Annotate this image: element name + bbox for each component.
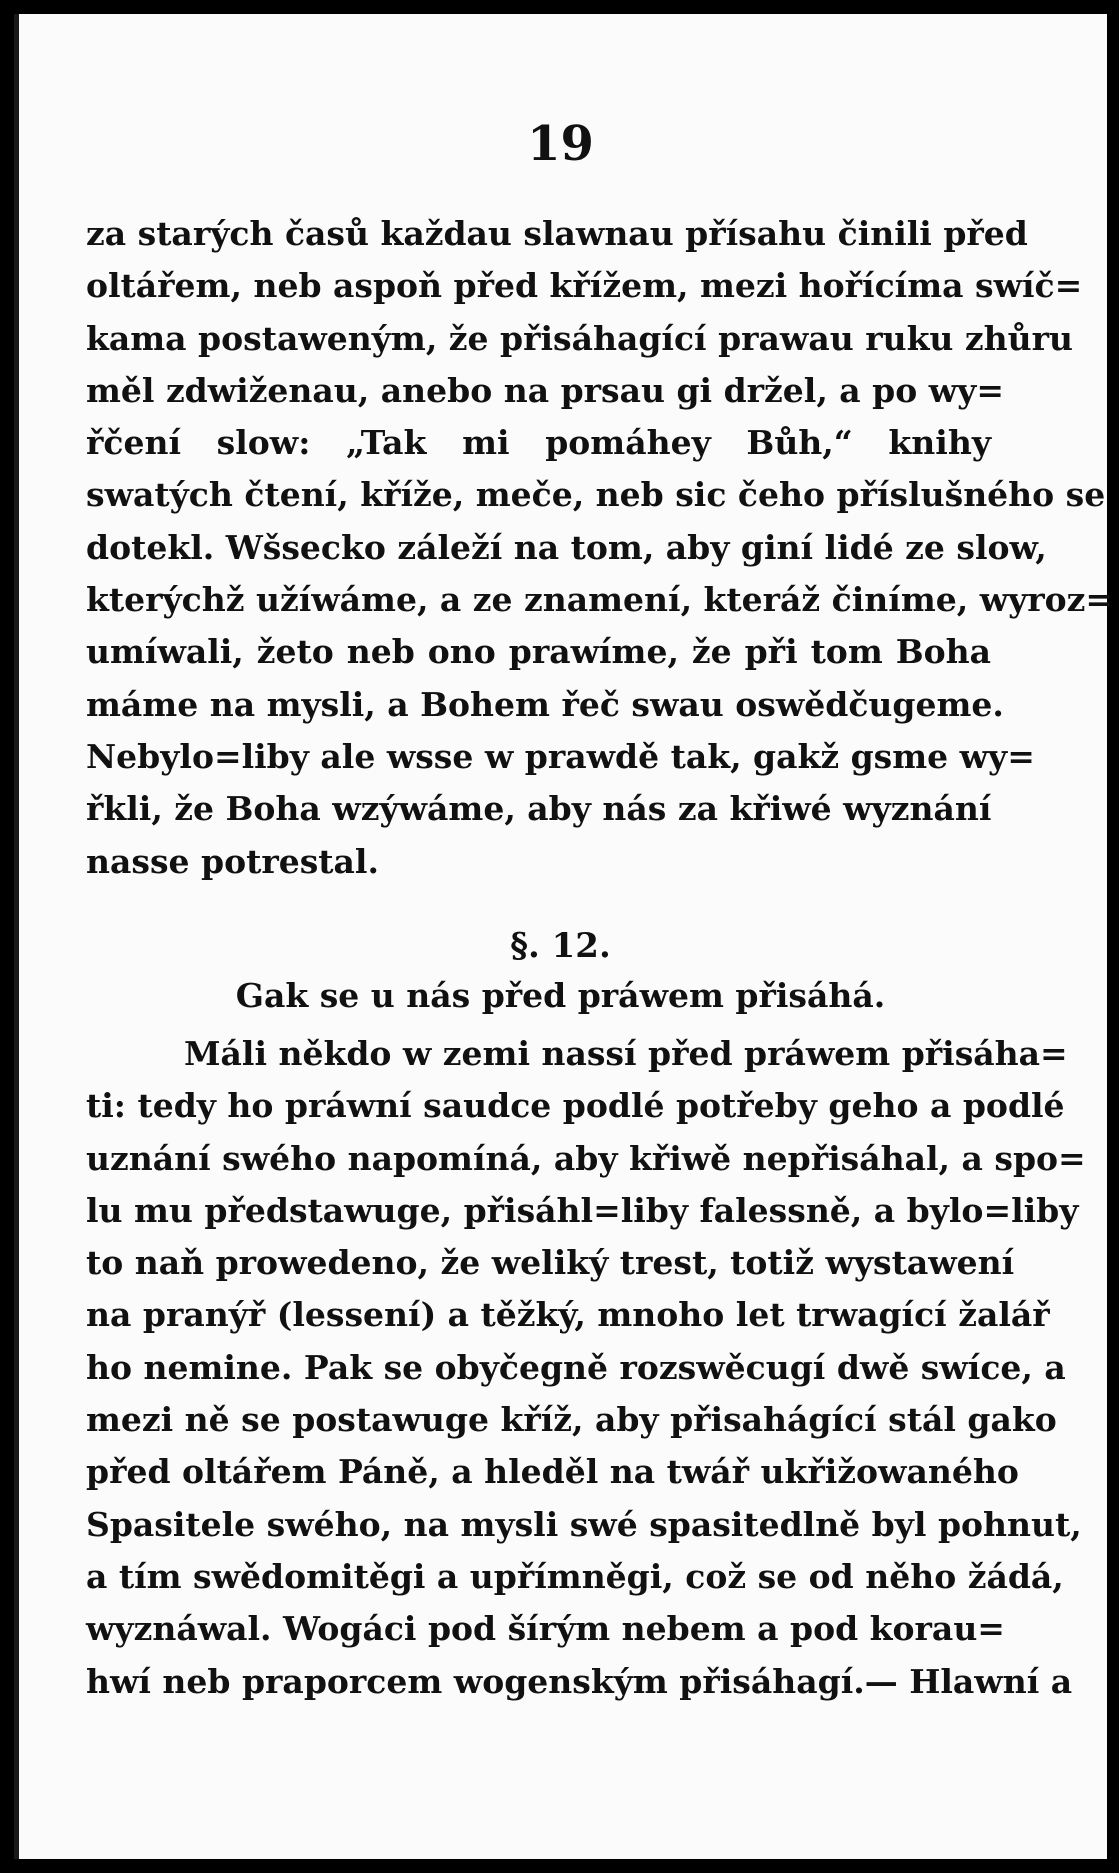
text-line: kterýchž užíwáme, a ze znamení, kteráž činíme, wyroz=	[86, 580, 1114, 620]
text-line: lu mu předstawuge, přisáhl=liby falessně, a bylo=liby	[86, 1190, 1079, 1230]
text-line: měl zdwiženau, anebo na prsau gi držel, a po wy=	[86, 370, 1004, 410]
text-line: oltářem, neb aspoň před křížem, mezi hořícíma swíč=	[86, 266, 1083, 306]
text-line: za starých časů každau slawnau přísahu činili před	[86, 214, 1028, 253]
text-line: Nebylo=liby ale wsse w prawdě tak, gakž gsme wy=	[86, 736, 1035, 776]
text-line: řčení slow: „Tak mi pomáhey Bůh,“ knihy	[86, 423, 991, 463]
text-line: ti: tedy ho práwní saudce podlé potřeby geho a podlé	[86, 1086, 1065, 1126]
paragraph-continued	[86, 208, 1114, 888]
section-title: Gak se u nás před práwem přisáhá.	[235, 976, 886, 1015]
text-line: kama postaweným, že přisáhagící prawau ruku zhůru	[86, 318, 1074, 358]
text-line: ho nemine. Pak se obyčegně rozswěcugí dwě swíce, a	[86, 1347, 1066, 1387]
text-line: hwí neb praporcem wogenským přisáhagí.— Hlawní a	[86, 1661, 1073, 1701]
book-page	[14, 14, 1114, 1859]
page-number: 19	[527, 116, 594, 172]
text-line: wyznáwal. Wogáci pod šírým nebem a pod korau=	[86, 1609, 1005, 1649]
text-line: máme na mysli, a Bohem řeč swau oswědčugeme.	[86, 684, 1004, 724]
text-line: řkli, že Boha wzýwáme, aby nás za křiwé wyznání	[86, 789, 992, 829]
text-line: umíwali, žeto neb ono prawíme, že při tom Boha	[86, 632, 991, 672]
text-line: Máli někdo w zemi nassí před práwem přisáha=	[184, 1034, 1068, 1073]
text-line: před oltářem Páně, a hleděl na twář ukřižowaného	[86, 1452, 1019, 1492]
section-number: §. 12.	[510, 926, 611, 966]
text-line: swatých čtení, kříže, meče, neb sic čeho příslušného se	[86, 475, 1106, 515]
text-line: Spasitele swého, na mysli swé spasitedlně byl pohnut,	[86, 1504, 1082, 1544]
paragraph	[86, 1028, 1086, 1708]
text-line: a tím swědomitěgi a upřímněgi, což se od něho žádá,	[86, 1556, 1064, 1596]
text-line: uznání swého napomíná, aby křiwě nepřisáhal, a spo=	[86, 1138, 1086, 1178]
text-line: nasse potrestal.	[86, 841, 379, 881]
text-line: to naň prowedeno, že weliký trest, totiž wystawení	[86, 1243, 1015, 1283]
text-line: na pranýř (lessení) a těžký, mnoho let trwagící žalář	[86, 1295, 1050, 1335]
text-line: dotekl. Wšsecko záleží na tom, aby giní lidé ze slow,	[86, 527, 1047, 567]
text-line: mezi ně se postawuge kříž, aby přisahágící stál gako	[86, 1400, 1057, 1440]
